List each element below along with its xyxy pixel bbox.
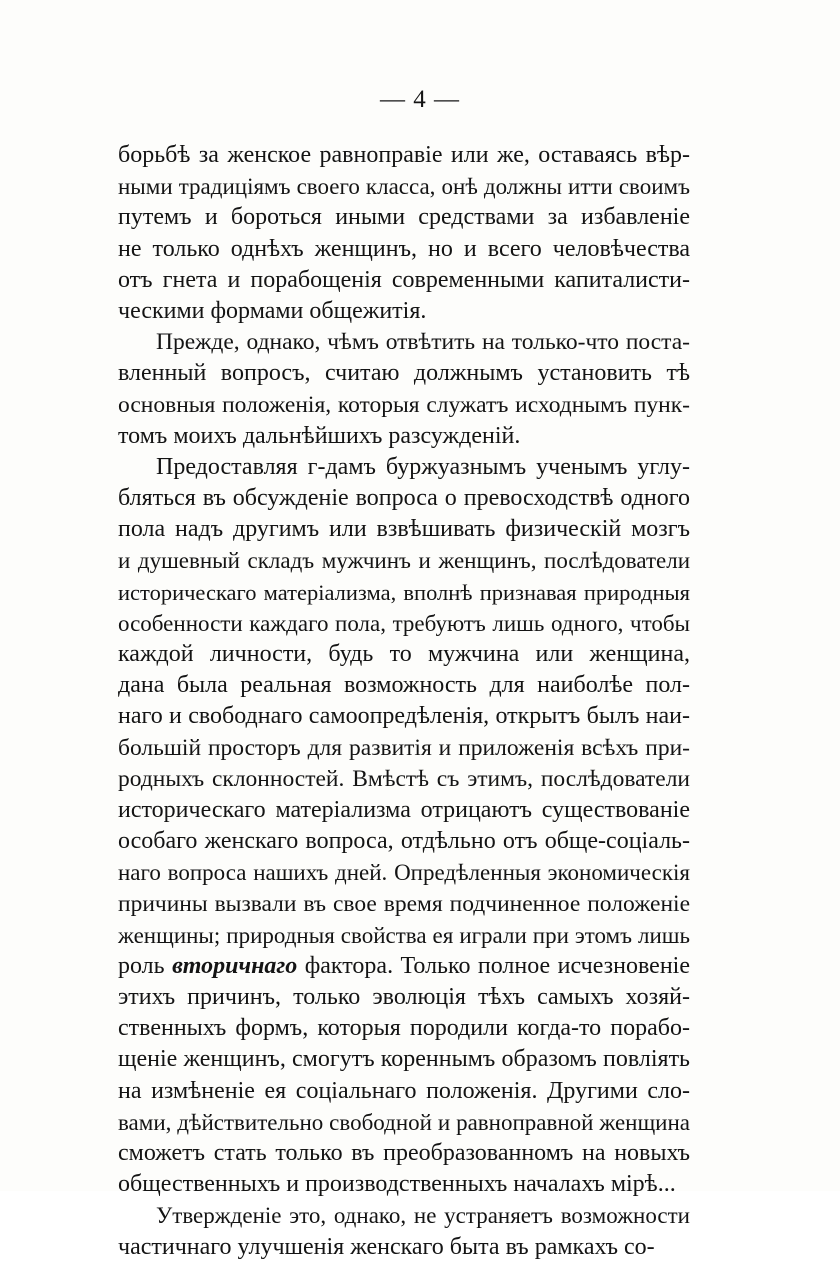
page-number: — 4 — — [380, 86, 460, 113]
text-line: томъ моихъ дальнѣйшихъ разсужденій. — [118, 422, 521, 449]
text-line: отъ гнета и порабощенія современными капиталисти- — [118, 266, 690, 293]
text-line: особаго женскаго вопроса, отдѣльно отъ обще-соціаль- — [118, 828, 690, 855]
text-line: этихъ причинъ, только эволюція тѣхъ самыхъ хозяй- — [118, 984, 690, 1011]
text-line: каждой личности, будь то мужчина или женщина, — [118, 641, 690, 667]
text-line: общественныхъ и производственныхъ началахъ мірѣ... — [118, 1171, 676, 1198]
text-line: на измѣненіе ея соціальнаго положенія. Другими сло- — [118, 1077, 690, 1104]
text-line: Предоставляя г-дамъ буржуазнымъ ученымъ углу- — [156, 453, 690, 480]
text-line: причины вызвали въ свое время подчиненное положеніе — [118, 890, 690, 917]
paragraph — [118, 452, 690, 1201]
paragraph — [118, 1200, 690, 1262]
text-line: вами, дѣйствительно свободной и равноправной женщина — [118, 1109, 690, 1135]
text-line: Прежде, однако, чѣмъ отвѣтить на только-что поста- — [156, 329, 690, 356]
text-line: щеніе женщинъ, смогутъ кореннымъ образомъ повліять — [118, 1046, 690, 1073]
emphasized-word: вторичнаго — [172, 952, 298, 979]
paragraph — [118, 327, 690, 452]
text-line: борьбѣ за женское равноправіе или же, оставаясь вѣр- — [118, 142, 690, 168]
text-line: роль вторичнаго фактора. Только полное исчезновеніе — [118, 952, 690, 979]
text-line: бляться въ обсужденіе вопроса о превосходствѣ одного — [118, 485, 690, 512]
text-line: дана была реальная возможность для наиболѣе пол- — [118, 672, 690, 699]
text-line: пола надъ другимъ или взвѣшивать физическій мозгъ — [118, 516, 690, 543]
text-line: ственныхъ формъ, которыя породили когда-то порабо- — [118, 1015, 690, 1042]
text-line: историческаго матеріализма, вполнѣ признавая природныя — [118, 579, 690, 605]
text-line: основныя положенія, которыя служатъ исходнымъ пунк- — [118, 391, 690, 418]
text-line: путемъ и бороться иными средствами за избавленіе — [118, 204, 690, 231]
text-line: женщины; природныя свойства ея играли при этомъ лишь — [118, 922, 690, 948]
text-line: большій просторъ для развитія и приложенія всѣхъ при- — [118, 734, 690, 761]
text-line: Утвержденіе это, однако, не устраняетъ возможности — [156, 1203, 690, 1229]
text-line: наго вопроса нашихъ дней. Опредѣленныя экономическія — [118, 860, 690, 886]
text-line: ческими формами общежитія. — [118, 297, 427, 324]
text-line: сможетъ стать только въ преобразованномъ на новыхъ — [118, 1140, 690, 1166]
text-line: наго и свободнаго самоопредѣленія, открытъ былъ наи- — [118, 703, 690, 730]
text-line: родныхъ склонностей. Вмѣстѣ съ этимъ, послѣдователи — [118, 765, 690, 792]
text-line: и душевный складъ мужчинъ и женщинъ, послѣдователи — [118, 548, 690, 574]
text-line: не только однѣхъ женщинъ, но и всего человѣчества — [118, 235, 690, 262]
text-line: вленный вопросъ, считаю должнымъ установить тѣ — [118, 360, 690, 387]
paragraph — [118, 140, 690, 327]
text-line: ными традиціямъ своего класса, онѣ должны итти своимъ — [118, 174, 690, 200]
text-line: частичнаго улучшенія женскаго быта въ рамкахъ со- — [118, 1233, 655, 1260]
body-text — [118, 140, 690, 1263]
text-line: особенности каждаго пола, требуютъ лишь одного, чтобы — [118, 610, 690, 636]
text-line: историческаго матеріализма отрицаютъ существованіе — [118, 796, 690, 823]
